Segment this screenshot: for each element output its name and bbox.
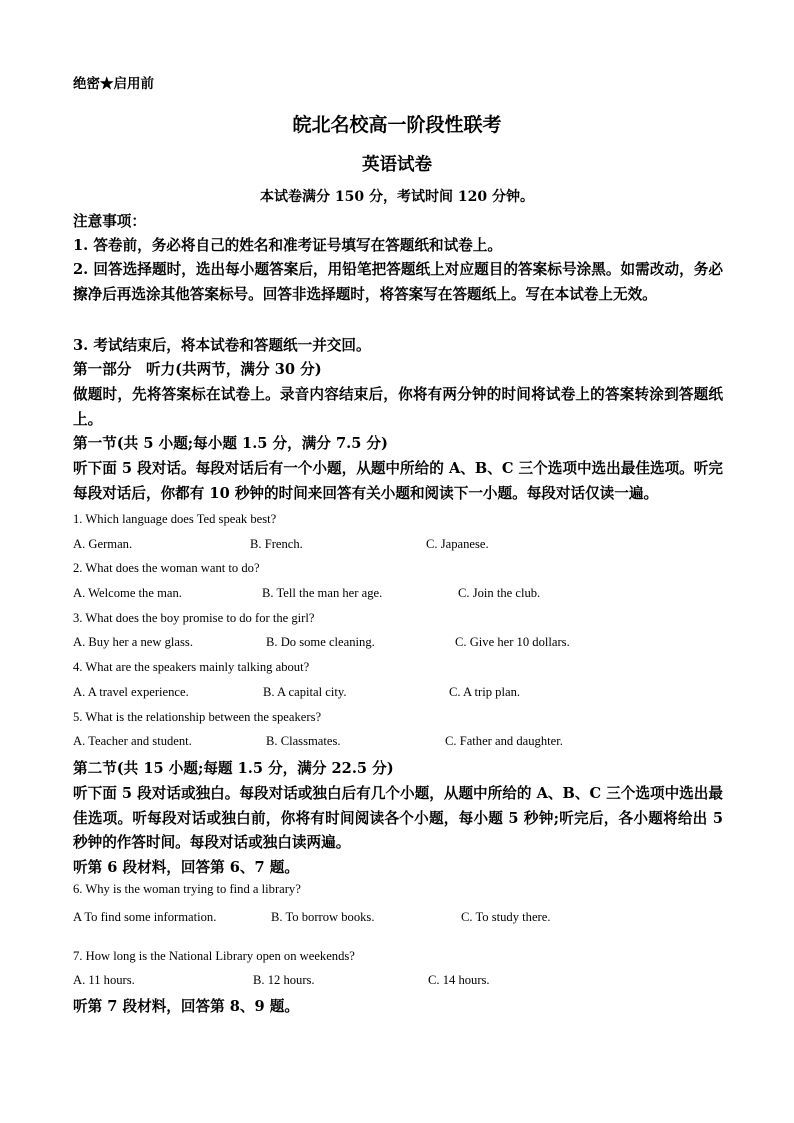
q1-option-b: B. French. — [250, 537, 303, 551]
q2-option-c: C. Join the club. — [458, 586, 541, 600]
q6-option-b: B. To borrow books. — [271, 910, 375, 924]
part1-heading: 第一部分 听力(共两节，满分 30 分) — [73, 361, 322, 378]
material-7-heading: 听第 7 段材料，回答第 8、9 题。 — [73, 998, 299, 1015]
confidential-label: 绝密★启用前 — [73, 76, 154, 92]
question-4: 4. What are the speakers mainly talking about? — [73, 660, 310, 674]
score-time-line: 本试卷满分 150 分，考试时间 120 分钟。 — [260, 189, 534, 205]
q7-option-c: C. 14 hours. — [428, 973, 490, 987]
q1-option-a: A. German. — [73, 537, 133, 551]
q4-option-b: B. A capital city. — [263, 685, 347, 699]
question-2: 2. What does the woman want to do? — [73, 561, 260, 575]
q1-option-c: C. Japanese. — [426, 537, 489, 551]
q2-option-a: A. Welcome the man. — [73, 586, 182, 600]
question-5: 5. What is the relationship between the speakers? — [73, 710, 322, 724]
section2-instructions: 听下面 5 段对话或独白。每段对话或独白后有几个小题，从题中所给的 A、B、C 三个选项中选出最佳选项。听每段对话或独白前，你将有时间阅读各个小题，每小题 5 秒钟;听完后，各小题将给出 5 秒钟的作答时间。每段对话或独白读两遍。 — [73, 785, 723, 851]
q3-option-a: A. Buy her a new glass. — [73, 635, 193, 649]
q7-option-b: B. 12 hours. — [253, 973, 315, 987]
q3-option-c: C. Give her 10 dollars. — [455, 635, 570, 649]
section1-heading: 第一节(共 5 小题;每小题 1.5 分，满分 7.5 分) — [73, 435, 388, 452]
question-1: 1. Which language does Ted speak best? — [73, 512, 277, 526]
section1-instructions: 听下面 5 段对话。每段对话后有一个小题，从题中所给的 A、B、C 三个选项中选出最佳选项。听完每段对话后，你都有 10 秒钟的时间来回答有关小题和阅读下一小题。每段对话仅读一遍。 — [73, 460, 723, 502]
exam-subtitle: 英语试卷 — [362, 155, 432, 175]
q3-option-b: B. Do some cleaning. — [266, 635, 375, 649]
q6-option-a: A To find some information. — [73, 910, 217, 924]
material-6-heading: 听第 6 段材料，回答第 6、7 题。 — [73, 859, 299, 876]
section2-heading: 第二节(共 15 小题;每题 1.5 分，满分 22.5 分) — [73, 760, 394, 777]
q4-option-c: C. A trip plan. — [449, 685, 521, 699]
q5-option-b: B. Classmates. — [266, 734, 341, 748]
question-6: 6. Why is the woman trying to find a library? — [73, 882, 301, 896]
notes-heading: 注意事项： — [73, 213, 146, 230]
note-item-2: 2. 回答选择题时，选出每小题答案后，用铅笔把答题纸上对应题目的答案标号涂黑。如需改动，务必擦净后再选涂其他答案标号。回答非选择题时，将答案写在答题纸上。写在本试卷上无效。 — [73, 261, 723, 303]
question-3: 3. What does the boy promise to do for the girl? — [73, 611, 315, 625]
note-item-1: 1. 答卷前，务必将自己的姓名和准考证号填写在答题纸和试卷上。 — [73, 237, 502, 254]
question-7: 7. How long is the National Library open on weekends? — [73, 949, 355, 963]
q2-option-b: B. Tell the man her age. — [262, 586, 383, 600]
q6-option-c: C. To study there. — [461, 910, 551, 924]
note-item-3: 3. 考试结束后，将本试卷和答题纸一并交回。 — [73, 337, 371, 354]
exam-title: 皖北名校高一阶段性联考 — [292, 114, 502, 136]
q5-option-c: C. Father and daughter. — [445, 734, 563, 748]
q4-option-a: A. A travel experience. — [73, 685, 189, 699]
q5-option-a: A. Teacher and student. — [73, 734, 192, 748]
part1-instructions: 做题时，先将答案标在试卷上。录音内容结束后，你将有两分钟的时间将试卷上的答案转涂到答题纸上。 — [73, 386, 723, 428]
q7-option-a: A. 11 hours. — [73, 973, 135, 987]
